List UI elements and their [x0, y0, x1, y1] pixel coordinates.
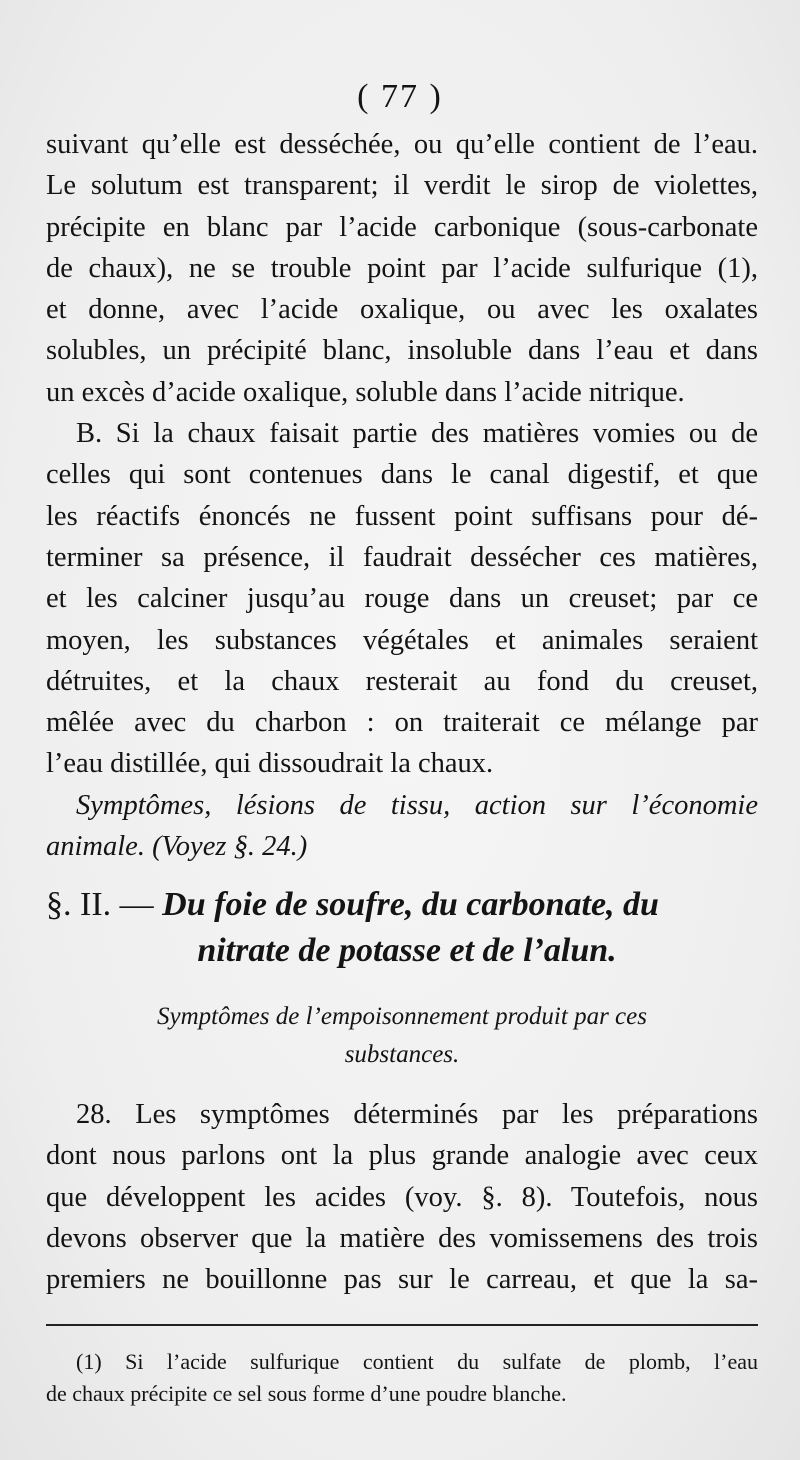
text-line: Symptômes, lésions de tissu, action sur l’économie — [76, 789, 758, 821]
text-line: moyen, les substances végétales et animales seraient — [46, 624, 758, 656]
subheading-line: Symptômes de l’empoisonnement produit par ces — [157, 1003, 647, 1030]
text-line: B. Si la chaux faisait partie des matières vomies ou de — [76, 418, 758, 450]
text-line: précipite en blanc par l’acide carbonique (sous-carbonate — [46, 211, 758, 243]
text-line: devons observer que la matière des vomissemens des trois — [46, 1222, 758, 1254]
section-heading-line-1 — [46, 882, 758, 928]
section-number: §. II. — — [46, 886, 154, 923]
text-line: et les calciner jusqu’au rouge dans un creuset; par ce — [46, 583, 758, 615]
symptoms-cross-reference — [46, 785, 758, 868]
subheading — [46, 998, 758, 1074]
footnote-line: de chaux précipite ce sel sous forme d’une poudre blanche. — [46, 1381, 567, 1406]
text-line: celles qui sont contenues dans le canal digestif, et que — [46, 459, 758, 491]
text-line: et donne, avec l’acide oxalique, ou avec les oxalates — [46, 294, 758, 326]
page-number: ( 77 ) — [357, 78, 443, 115]
text-line: les réactifs énoncés ne fussent point suffisans pour dé- — [46, 500, 758, 532]
text-line: de chaux), ne se trouble point par l’acide sulfurique (1), — [46, 252, 758, 284]
paragraph-28 — [46, 1094, 758, 1300]
text-line: détruites, et la chaux resterait au fond du creuset, — [46, 665, 758, 697]
text-line: que développent les acides (voy. §. 8). Toutefois, nous — [46, 1181, 758, 1213]
section-title-part-1: Du foie de soufre, du carbonate, du — [162, 886, 659, 923]
text-line: premiers ne bouillonne pas sur le carreau, et que la sa- — [46, 1264, 758, 1296]
text-line: l’eau distillée, qui dissoudrait la chaux. — [46, 748, 494, 780]
text-line: terminer sa présence, il faudrait dessécher ces matières, — [46, 541, 758, 573]
footnote — [46, 1346, 758, 1410]
text-line: animale. (Voyez §. 24.) — [46, 831, 308, 863]
text-line: suivant qu’elle est desséchée, ou qu’elle contient de l’eau. — [46, 129, 758, 160]
text-line: dont nous parlons ont la plus grande analogie avec ceux — [46, 1140, 758, 1172]
text-line: mêlée avec du charbon : on traiterait ce mélange par — [46, 707, 758, 739]
footnote-line: (1) Si l’acide sulfurique contient du sulfate de plomb, l’eau — [76, 1349, 758, 1374]
subheading-line: substances. — [344, 1041, 460, 1068]
main-text-block — [46, 124, 758, 867]
text-line: un excès d’acide oxalique, soluble dans l’acide nitrique. — [46, 376, 685, 408]
text-line: 28. Les symptômes déterminés par les préparations — [76, 1099, 758, 1130]
paragraph-b — [46, 413, 758, 785]
text-line: solubles, un précipité blanc, insoluble dans l’eau et dans — [46, 335, 758, 367]
text-line: Le solutum est transparent; il verdit le sirop de violettes, — [46, 170, 758, 202]
section-title-part-2: nitrate de potasse et de l’alun. — [197, 932, 617, 969]
footnote-divider — [46, 1324, 758, 1326]
paragraph-solutum — [46, 124, 758, 413]
section-heading — [46, 882, 758, 974]
